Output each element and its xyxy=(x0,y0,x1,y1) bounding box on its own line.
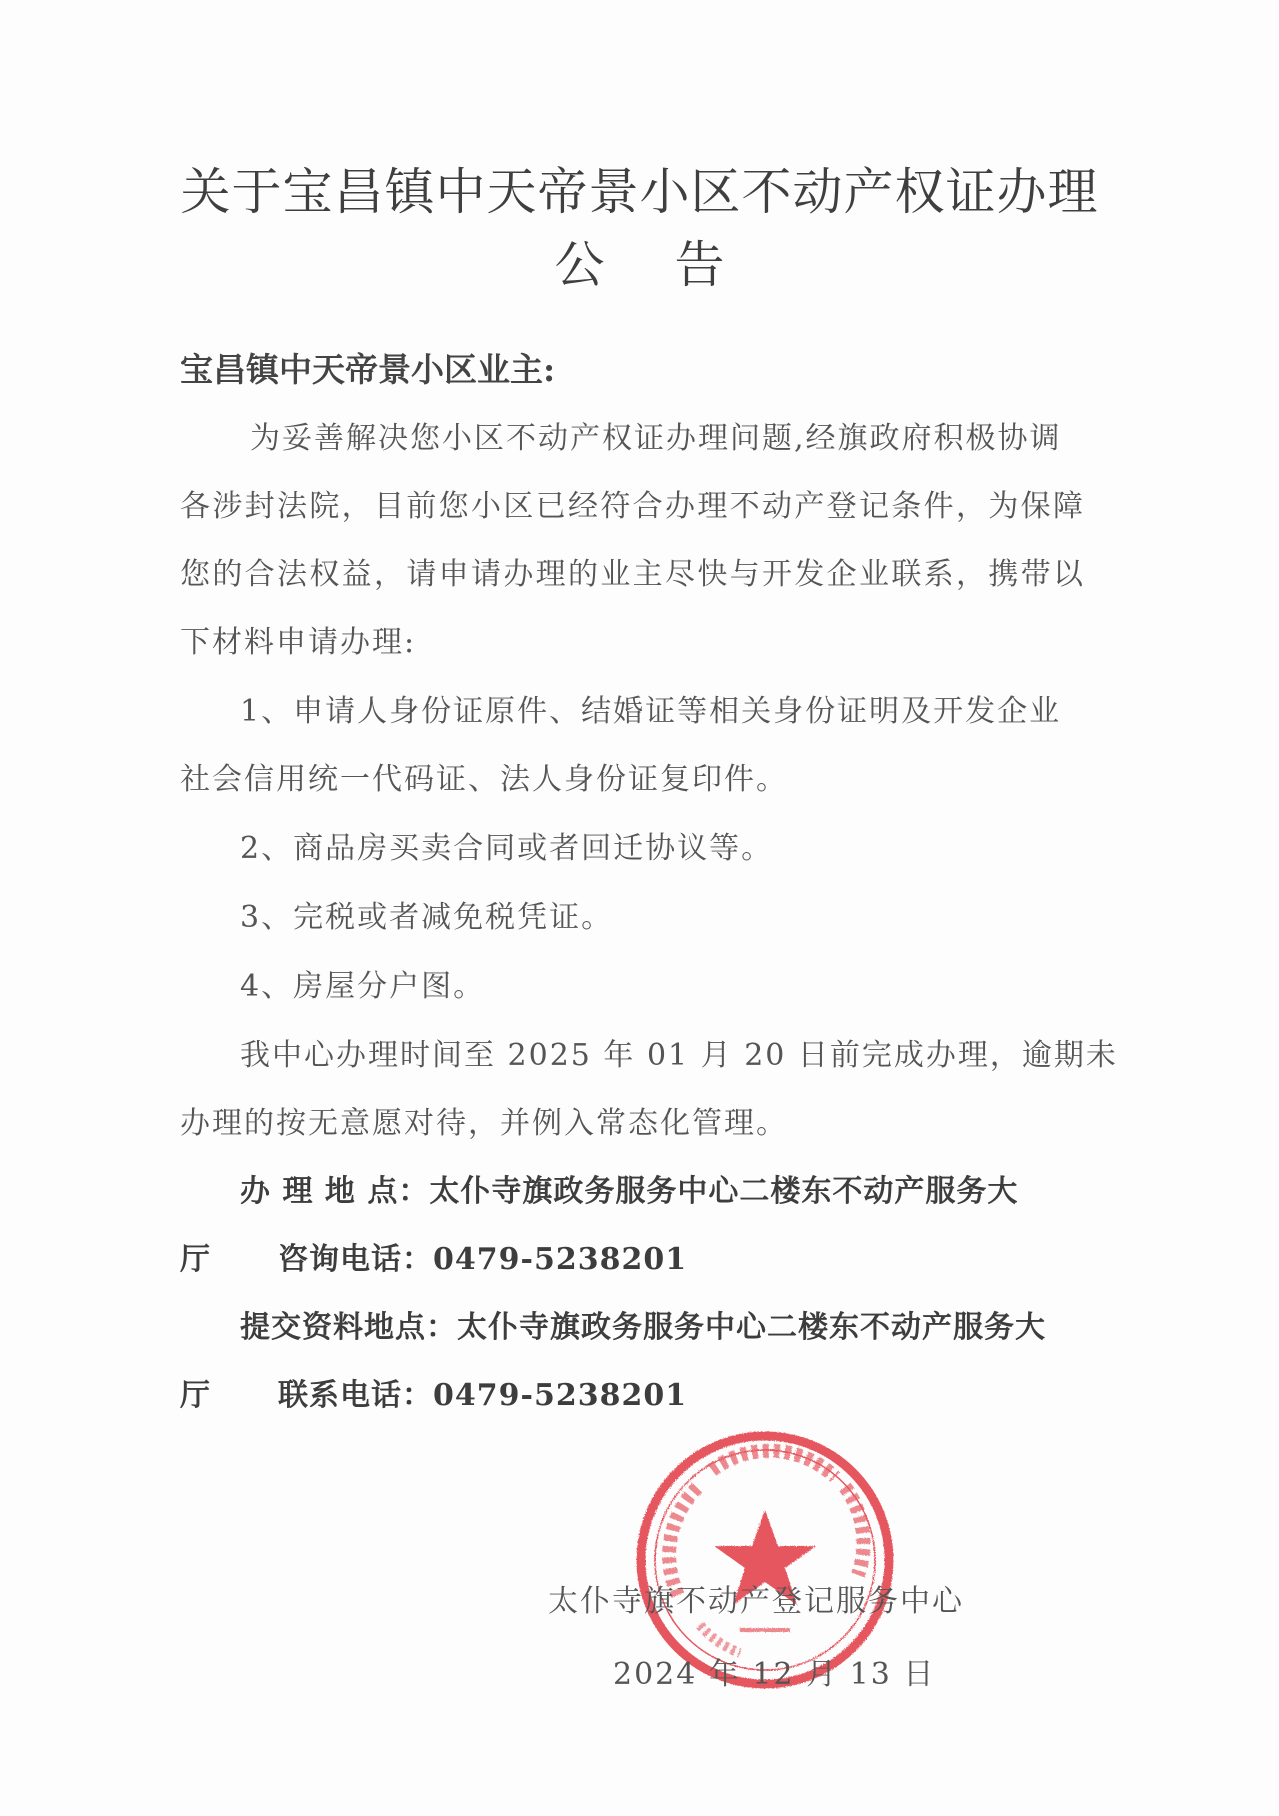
paragraph-intro-line: 各涉封法院，目前您小区已经符合办理不动产登记条件，为保障 xyxy=(180,489,1085,524)
list-item-3: 3、完税或者减免税凭证。 xyxy=(240,900,614,935)
notice-title-subheading: 公告 xyxy=(554,236,795,294)
inquiry-phone: 咨询电话：0479-5238201 xyxy=(278,1242,688,1277)
office-location: 办 理 地 点：太仆寺旗政务服务中心二楼东不动产服务大 xyxy=(240,1174,1019,1209)
list-item-4: 4、房屋分户图。 xyxy=(240,969,486,1004)
notice-title: 关于宝昌镇中天帝景小区不动产权证办理 xyxy=(180,163,1099,221)
deadline-line: 我中心办理时间至 2025 年 01 月 20 日前完成办理，逾期未 xyxy=(240,1038,1118,1073)
paragraph-intro-line: 为妥善解决您小区不动产权证办理问题,经旗政府积极协调 xyxy=(250,421,1062,456)
paragraph-intro-line: 您的合法权益，请申请办理的业主尽快与开发企业联系，携带以 xyxy=(180,557,1085,592)
paragraph-intro-line: 下材料申请办理: xyxy=(180,625,417,660)
list-item-1: 1、申请人身份证原件、结婚证等相关身份证明及开发企业 xyxy=(240,694,1062,729)
submission-location-continued: 厅 xyxy=(180,1378,211,1413)
list-item-2: 2、商品房买卖合同或者回迁协议等。 xyxy=(240,831,774,866)
submission-location: 提交资料地点：太仆寺旗政务服务中心二楼东不动产服务大 xyxy=(240,1310,1046,1345)
deadline-line: 办理的按无意愿对待，并例入常态化管理。 xyxy=(180,1106,788,1141)
contact-phone: 联系电话：0479-5238201 xyxy=(278,1378,688,1413)
office-location-continued: 厅 xyxy=(180,1242,211,1277)
issue-date: 2024 年 12 月 13 日 xyxy=(613,1657,936,1692)
seal-lower-lettering-marks xyxy=(700,1625,740,1653)
issuer-name: 太仆寺旗不动产登记服务中心 xyxy=(548,1584,964,1619)
salutation: 宝昌镇中天帝景小区业主: xyxy=(180,350,556,389)
list-item-1-continued: 社会信用统一代码证、法人身份证复印件。 xyxy=(180,762,788,797)
